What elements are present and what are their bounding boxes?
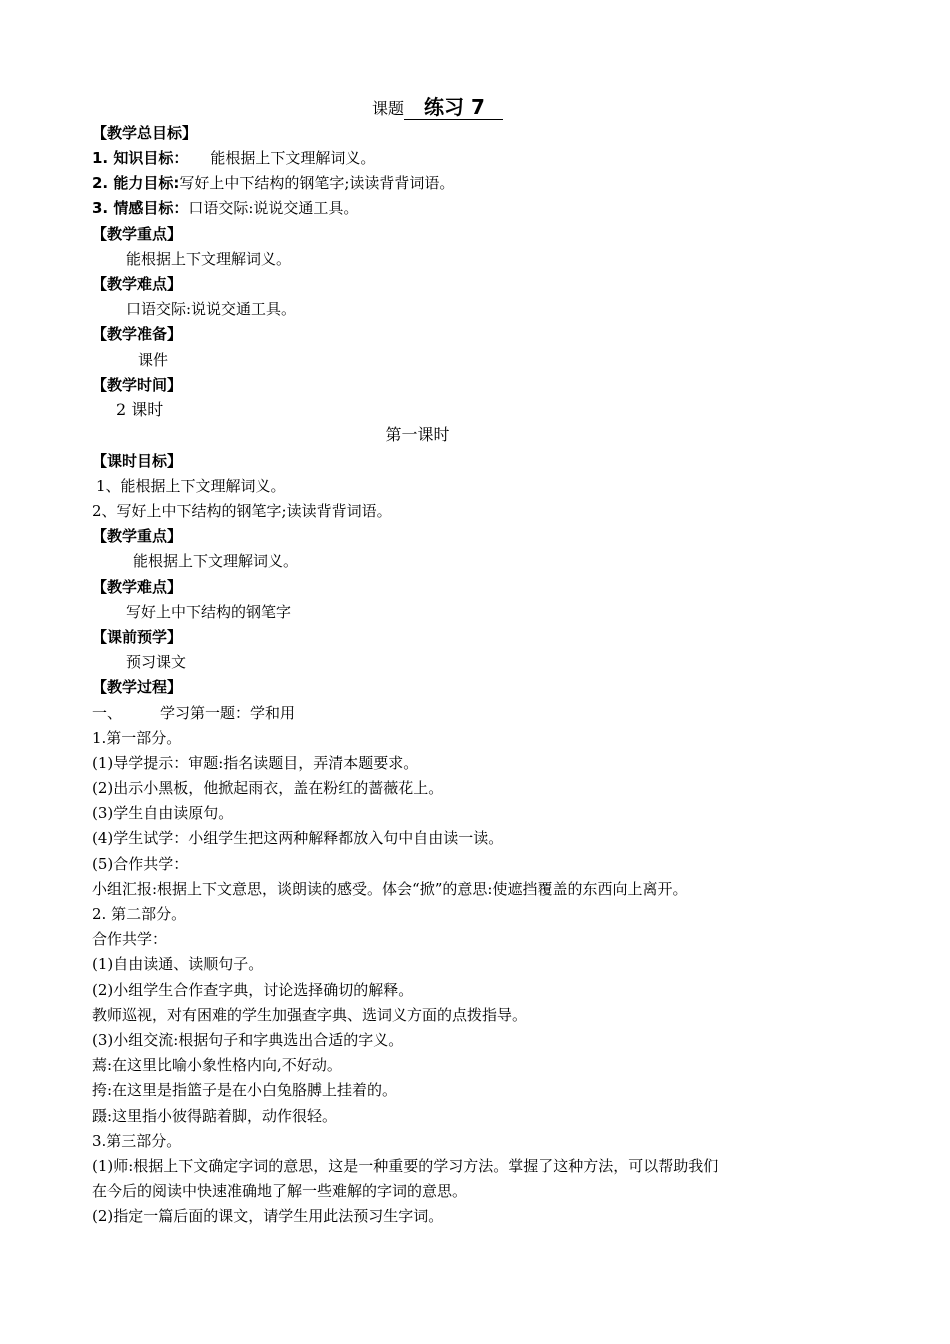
key-points-2-heading: 【教学重点】 — [92, 527, 183, 545]
preview-heading: 【课前预学】 — [92, 628, 183, 646]
lesson-title — [372, 96, 503, 120]
process-part-one-num: 一、 — [92, 704, 123, 722]
process-line: (2)小组学生合作查字典，讨论选择确切的解释。 — [92, 981, 414, 999]
title-prefix: 课题 — [372, 99, 405, 118]
difficulties-text: 口语交际:说说交通工具。 — [126, 300, 297, 318]
process-line: (3)学生自由读原句。 — [92, 804, 234, 822]
process-line: 小组汇报:根据上下文意思，谈朗读的感受。体会“掀”的意思:使遮挡覆盖的东西向上离开。 — [92, 880, 688, 898]
lesson-goals-heading: 【课时目标】 — [92, 452, 183, 470]
emotion-goal-text: 口语交际:说说交通工具。 — [188, 199, 359, 217]
process-line: 挎:在这里是指篮子是在小白兔胳膊上挂着的。 — [92, 1081, 398, 1099]
lesson-one-heading: 第一课时 — [385, 425, 450, 444]
process-line: (1)自由读通、读顺句子。 — [92, 955, 264, 973]
process-line: 蔫:在这里比喻小象性格内向,不好动。 — [92, 1056, 342, 1074]
lesson-goal-2: 2、写好上中下结构的钢笔字;读读背背词语。 — [92, 502, 392, 520]
process-line: (5)合作共学： — [92, 855, 189, 873]
process-part-one — [92, 704, 295, 722]
ability-goal — [92, 174, 454, 192]
difficulties-heading: 【教学难点】 — [92, 275, 183, 293]
key-points-text: 能根据上下文理解词义。 — [126, 250, 292, 268]
process-part-one-title: 学习第一题：学和用 — [160, 704, 296, 722]
time-text: 2 课时 — [116, 400, 164, 419]
key-points-heading: 【教学重点】 — [92, 225, 183, 243]
process-line: (2)指定一篇后面的课文，请学生用此法预习生字词。 — [92, 1207, 444, 1225]
lesson-goal-1: 1、能根据上下文理解词义。 — [96, 477, 286, 495]
knowledge-goal-label: 1. 知识目标： — [92, 149, 189, 167]
process-line: (1)导学提示：审题:指名读题目，弄清本题要求。 — [92, 754, 419, 772]
process-line: 在今后的阅读中快速准确地了解一些难解的字词的意思。 — [92, 1182, 468, 1200]
ability-goal-label: 2. 能力目标: — [92, 174, 180, 192]
difficulties-2-text: 写好上中下结构的钢笔字 — [126, 603, 292, 621]
key-points-2-text: 能根据上下文理解词义。 — [133, 552, 299, 570]
emotion-goal-label: 3. 情感目标： — [92, 199, 189, 217]
preview-text: 预习课文 — [126, 653, 187, 671]
process-line: 1.第一部分。 — [92, 729, 182, 747]
preparation-text: 课件 — [138, 351, 169, 369]
knowledge-goal — [92, 149, 375, 167]
process-line: 合作共学： — [92, 930, 168, 948]
ability-goal-text: 写好上中下结构的钢笔字;读读背背词语。 — [179, 174, 455, 192]
overall-goals-heading: 【教学总目标】 — [92, 124, 198, 142]
title-main: 练习 7 — [404, 95, 503, 120]
process-line: 教师巡视，对有困难的学生加强查字典、选词义方面的点拨指导。 — [92, 1006, 528, 1024]
knowledge-goal-text: 能根据上下文理解词义。 — [210, 149, 376, 167]
process-line: (3)小组交流:根据句子和字典选出合适的字义。 — [92, 1031, 404, 1049]
preparation-heading: 【教学准备】 — [92, 325, 183, 343]
process-line: (4)学生试学：小组学生把这两种解释都放入句中自由读一读。 — [92, 829, 504, 847]
emotion-goal — [92, 199, 358, 217]
difficulties-2-heading: 【教学难点】 — [92, 578, 183, 596]
time-heading: 【教学时间】 — [92, 376, 183, 394]
process-line: 蹑:这里指小彼得踮着脚，动作很轻。 — [92, 1107, 338, 1125]
process-line: (2)出示小黑板，他掀起雨衣，盖在粉红的蔷薇花上。 — [92, 779, 444, 797]
process-line: 2. 第二部分。 — [92, 905, 187, 923]
process-line: 3.第三部分。 — [92, 1132, 182, 1150]
process-line: (1)师:根据上下文确定字词的意思，这是一种重要的学习方法。掌握了这种方法，可以帮助我们 — [92, 1157, 719, 1175]
process-heading: 【教学过程】 — [92, 678, 183, 696]
